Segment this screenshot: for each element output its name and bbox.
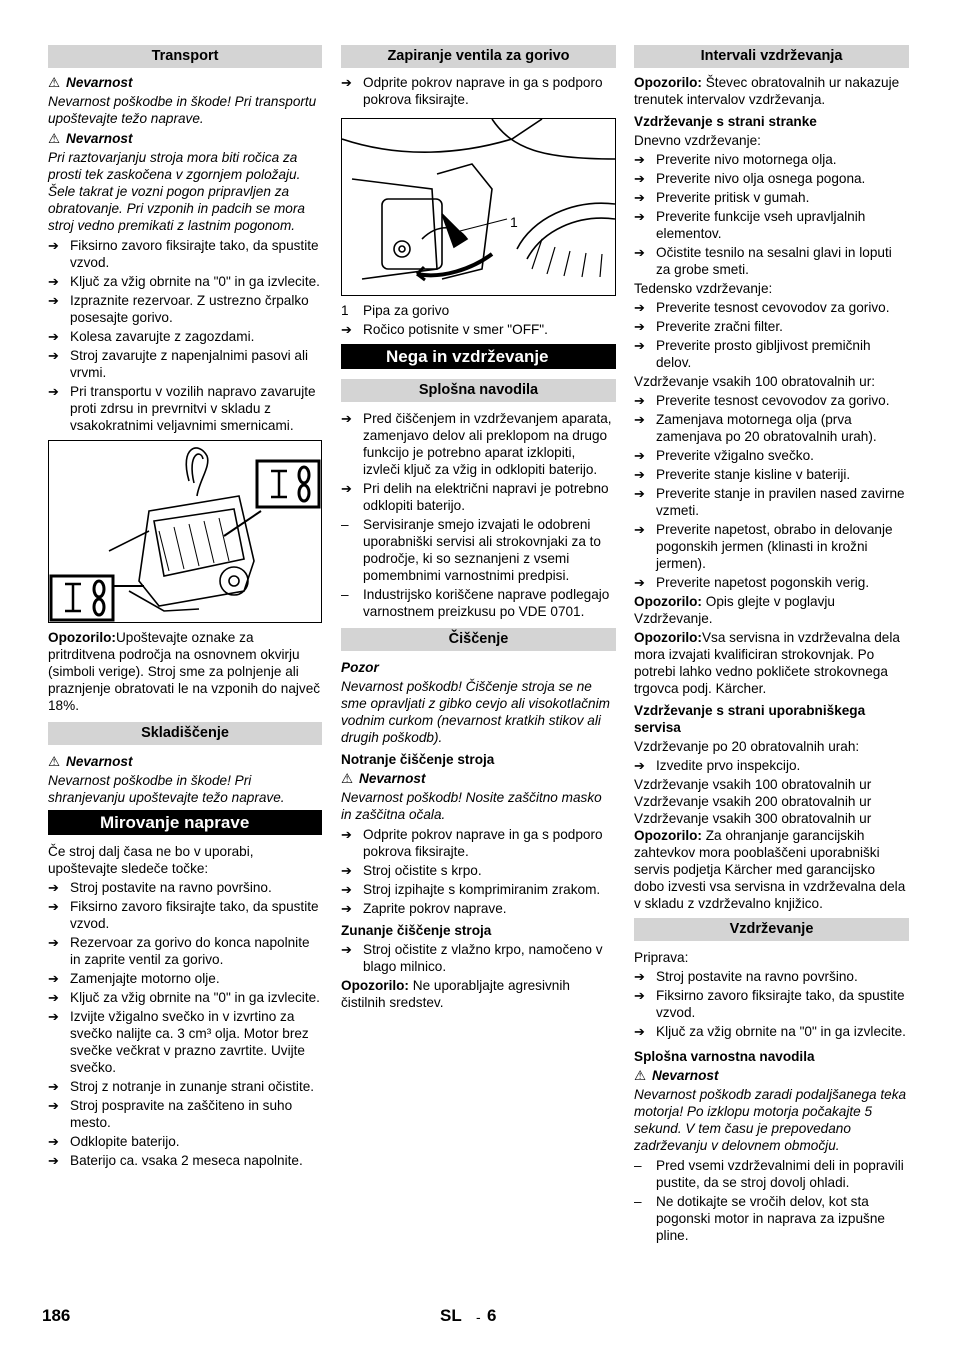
- subheading-service-maintenance: Vzdrževanje s strani uporabniškega servisa: [634, 703, 866, 735]
- safety-items: [634, 1157, 909, 1244]
- h100-label: Vzdrževanje vsakih 100 obratovalnih ur:: [634, 374, 876, 389]
- list-item: – Pred vsemi vzdrževalnimi deli in popravili pustite, da se stroj dovolj ohladi.: [634, 1157, 909, 1191]
- warning-label: ⚠ Nevarnost: [341, 771, 426, 786]
- warning-text: Nevarnost poškodbe in škode! Pri transportu upoštevajte težo naprave.: [48, 94, 317, 126]
- list-item: ➔ Baterijo ca. vsaka 2 meseca napolnite.: [48, 1152, 322, 1169]
- intervals-note: Opozorilo: Števec obratovalnih ur nakazuje trenutek intervalov vzdrževanja.: [634, 75, 900, 107]
- transport-note: Opozorilo:Upoštevajte oznake za pritrditvena področja na osnovnem okvirju (simboli verige). Stroj sme za polnjenje ali praznjenje obratovati le na vzponih do največ 18%.: [48, 630, 321, 713]
- list-item: ➔ Preverite pritisk v gumah.: [634, 189, 909, 206]
- sweeper-machine-illustration: [49, 441, 321, 622]
- warning-label: ⚠ Nevarnost: [48, 754, 133, 769]
- subheading-outer-cleaning: Zunanje čiščenje stroja: [341, 923, 492, 938]
- warning-text: Nevarnost poškodb! Nosite zaščitno masko in zaščitna očala.: [341, 790, 602, 822]
- warning-text: Pri raztovarjanju stroja mora biti ročica za prosti tek zaskočena v zgornjem položaju. Šele takrat je vozni pogon pripravljen za obratovanje. Pri vzponih in padcih se mora stroj vedno premikati z lastnim pogonom.: [48, 150, 305, 233]
- figure-callout: 1: [510, 214, 518, 230]
- list-item: ➔ Preverite tesnost cevovodov za gorivo.: [634, 392, 909, 409]
- section-header-fuel-valve: Zapiranje ventila za gorivo: [341, 45, 616, 68]
- note-qualified-staff: Opozorilo:Vsa servisna in vzdrževalna dela mora izvajati kvalificiran strokovnjak. Po potrebi lahko vedno pokličete strokovnega trgovca podj. Kärcher.: [634, 630, 900, 696]
- list-item: ➔ Zamenjajte motorno olje.: [48, 970, 322, 987]
- warning-text: Nevarnost poškodbe in škode! Pri shranjevanju upoštevajte težo naprave.: [48, 773, 285, 805]
- general-instructions: [341, 410, 616, 620]
- svc-h20-label: Vzdrževanje po 20 obratovalnih urah:: [634, 739, 860, 754]
- list-item: ➔ Odklopite baterijo.: [48, 1133, 322, 1150]
- list-item: ➔ Stroj izpihajte s komprimiranim zrakom.: [341, 881, 616, 898]
- svc-h100-label: Vzdrževanje vsakih 100 obratovalnih ur: [634, 777, 872, 792]
- list-item: ➔ Fiksirno zavoro fiksirajte tako, da spustite vzvod.: [48, 237, 322, 271]
- footer-separator: -: [476, 1309, 481, 1325]
- transport-steps: [48, 237, 322, 434]
- warning-triangle-icon: ⚠: [48, 131, 61, 146]
- list-item: ➔ Preverite funkcije vseh upravljalnih elementov.: [634, 208, 909, 242]
- transport-figure: [48, 440, 322, 623]
- list-item: ➔ Preverite zračni filter.: [634, 318, 909, 335]
- section-header-storage: Skladiščenje: [48, 722, 322, 745]
- section-header-maintenance: Vzdrževanje: [634, 918, 909, 941]
- weekly-steps: [634, 299, 909, 371]
- weekly-label: Tedensko vzdrževanje:: [634, 281, 773, 296]
- list-item: ➔ Stroj očistite s krpo.: [341, 862, 616, 879]
- list-item: ➔ Pri transportu v vozilih napravo zavarujte proti zdrsu in prevrnitvi v skladu z vsakokratnimi veljavnimi smernicami.: [48, 383, 322, 434]
- shutdown-intro: Če stroj dalj časa ne bo v uporabi, upoštevajte sledeče točke:: [48, 844, 254, 876]
- column-middle: [341, 45, 616, 1013]
- preparation-steps: [634, 968, 909, 1040]
- list-item: – Ne dotikajte se vročih delov, kot sta pogonski motor in naprava za izpušne pline.: [634, 1193, 909, 1244]
- caution-text: Nevarnost poškodb! Čiščenje stroja se ne sme opravljati z gibko cevjo ali visokotlačnim vodnim curkom (nevarnost kratkih stikov ali drugih poškodb).: [341, 679, 610, 745]
- h100-steps: [634, 392, 909, 591]
- list-item: ➔ Izvedite prvo inspekcijo.: [634, 757, 909, 774]
- list-item: ➔ Stroj z notranje in zunanje strani očistite.: [48, 1078, 322, 1095]
- chapter-header-shutdown: Mirovanje naprave: [48, 810, 322, 835]
- svc-h300-label: Vzdrževanje vsakih 300 obratovalnih ur: [634, 811, 872, 826]
- list-item: ➔ Preverite tesnost cevovodov za gorivo.: [634, 299, 909, 316]
- list-item: ➔ Preverite nivo olja osnega pogona.: [634, 170, 909, 187]
- sub-page-number: 6: [487, 1306, 497, 1325]
- subheading-inner-cleaning: Notranje čiščenje stroja: [341, 752, 495, 767]
- list-item: ➔ Zamenjava motornega olja (prva zamenjava po 20 obratovalnih urah).: [634, 411, 909, 445]
- list-item: ➔ Izvijte vžigalno svečko in v izvrtino za svečko nalijte ca. 3 cm³ olja. Motor brez svečke večkrat v prazno zavrtite. Uvijte svečko.: [48, 1008, 322, 1076]
- list-item: ➔ Pri delih na električni napravi je potrebno odklopiti baterijo.: [341, 480, 616, 514]
- list-item: ➔ Rezervoar za gorivo do konca napolnite in zaprite ventil za gorivo.: [48, 934, 322, 968]
- preparation-label: Priprava:: [634, 950, 689, 965]
- list-item: ➔ Ročico potisnite v smer "OFF".: [341, 321, 616, 338]
- chain-icon: [51, 576, 144, 620]
- warning-triangle-icon: ⚠: [48, 75, 61, 90]
- chapter-header-care: Nega in vzdrževanje: [341, 344, 616, 369]
- subheading-safety: Splošna varnostna navodila: [634, 1049, 815, 1064]
- caution-label: Pozor: [341, 660, 379, 675]
- cleaning-note: Opozorilo: Ne uporabljajte agresivnih čistilnih sredstev.: [341, 978, 570, 1010]
- figure-legend: 1 Pipa za gorivo: [341, 303, 450, 318]
- list-item: ➔ Fiksirno zavoro fiksirajte tako, da spustite vzvod.: [48, 898, 322, 932]
- list-item: ➔ Očistite tesnilo na sesalni glavi in loputi za grobe smeti.: [634, 244, 909, 278]
- section-header-general: Splošna navodila: [341, 379, 616, 402]
- section-header-cleaning: Čiščenje: [341, 628, 616, 651]
- list-item: ➔ Preverite prosto gibljivost premičnih delov.: [634, 337, 909, 371]
- warning-label: ⚠ Nevarnost: [48, 131, 133, 146]
- column-right: [634, 45, 909, 1246]
- daily-label: Dnevno vzdrževanje:: [634, 133, 761, 148]
- list-item: ➔ Odprite pokrov naprave in ga s podporo pokrova fiksirajte.: [341, 74, 616, 108]
- list-item: ➔ Pred čiščenjem in vzdrževanjem aparata, zamenjavo delov ali preklopom na drugo funkcijo je potrebno aparat izklopiti, izvleči ključ za vžig in odklopiti baterijo.: [341, 410, 616, 478]
- list-item: ➔ Zaprite pokrov naprave.: [341, 900, 616, 917]
- list-item: ➔ Izpraznite rezervoar. Z ustrezno črpalko posesajte gorivo.: [48, 292, 322, 326]
- warning-label: ⚠ Nevarnost: [634, 1068, 719, 1083]
- list-item: ➔ Stroj zavarujte z napenjalnimi pasovi ali vrvmi.: [48, 347, 322, 381]
- list-item: ➔ Odprite pokrov naprave in ga s podporo pokrova fiksirajte.: [341, 826, 616, 860]
- fuel-valve-figure: [341, 118, 616, 296]
- list-item: ➔ Preverite napetost, obrabo in delovanje pogonskih jermen (klinasti in krožni jermen).: [634, 521, 909, 572]
- warning-triangle-icon: ⚠: [634, 1068, 647, 1083]
- warning-label: ⚠ Nevarnost: [48, 75, 133, 90]
- chain-icon: [224, 461, 319, 536]
- list-item: ➔ Preverite stanje in pravilen nased zavirne vzmeti.: [634, 485, 909, 519]
- list-item: ➔ Ključ za vžig obrnite na "0" in ga izvlecite.: [48, 273, 322, 290]
- section-header-transport: Transport: [48, 45, 322, 68]
- svc-h200-label: Vzdrževanje vsakih 200 obratovalnih ur: [634, 794, 872, 809]
- list-item: ➔ Kolesa zavarujte z zagozdami.: [48, 328, 322, 345]
- note-warranty: Opozorilo: Za ohranjanje garancijskih zahtevkov mora pooblaščeni uporabniški servis podjetja Kärcher med garancijsko dobo izvesti vsa servisna in vzdrževalna dela v skladu z vzdrževalno knjižico.: [634, 828, 906, 911]
- list-item: ➔ Ključ za vžig obrnite na "0" in ga izvlecite.: [634, 1023, 909, 1040]
- list-item: ➔ Stroj postavite na ravno površino.: [634, 968, 909, 985]
- list-item: ➔ Preverite vžigalno svečko.: [634, 447, 909, 464]
- list-item: ➔ Preverite nivo motornega olja.: [634, 151, 909, 168]
- shutdown-steps: [48, 879, 322, 1169]
- page-number: 186: [42, 1306, 71, 1325]
- column-left: [48, 45, 322, 1171]
- note-see-chapter: Opozorilo: Opis glejte v poglavju Vzdrževanje.: [634, 594, 835, 626]
- list-item: – Industrijsko koriščene naprave podlegajo varnostnem preizkusu po VDE 0701.: [341, 586, 616, 620]
- fuel-valve-illustration: [342, 119, 615, 295]
- daily-steps: [634, 151, 909, 278]
- section-header-intervals: Intervali vzdrževanja: [634, 45, 909, 68]
- warning-text: Nevarnost poškodb zaradi podaljšanega teka motorja! Po izklopu motorja počakajte 5 sekund. V tem času je prepovedano zadrževanju v delovnem območju.: [634, 1087, 907, 1153]
- list-item: ➔ Fiksirno zavoro fiksirajte tako, da spustite vzvod.: [634, 987, 909, 1021]
- list-item: ➔ Stroj očistite z vlažno krpo, namočeno v blago milnico.: [341, 941, 616, 975]
- list-item: ➔ Stroj pospravite na zaščiteno in suho mesto.: [48, 1097, 322, 1131]
- list-item: ➔ Preverite stanje kisline v bateriji.: [634, 466, 909, 483]
- warning-triangle-icon: ⚠: [48, 754, 61, 769]
- list-item: ➔ Preverite napetost pogonskih verig.: [634, 574, 909, 591]
- subheading-customer-maintenance: Vzdrževanje s strani stranke: [634, 114, 817, 129]
- list-item: ➔ Ključ za vžig obrnite na "0" in ga izvlecite.: [48, 989, 322, 1006]
- language-code: SL: [440, 1306, 462, 1325]
- inner-cleaning-steps: [341, 826, 616, 917]
- list-item: – Servisiranje smejo izvajati le odobreni uporabniški servisi ali strokovnjaki za to področje, ki so seznanjeni z vsemi pomembnimi varnostnimi predpisi.: [341, 516, 616, 584]
- warning-triangle-icon: ⚠: [341, 771, 354, 786]
- list-item: ➔ Stroj postavite na ravno površino.: [48, 879, 322, 896]
